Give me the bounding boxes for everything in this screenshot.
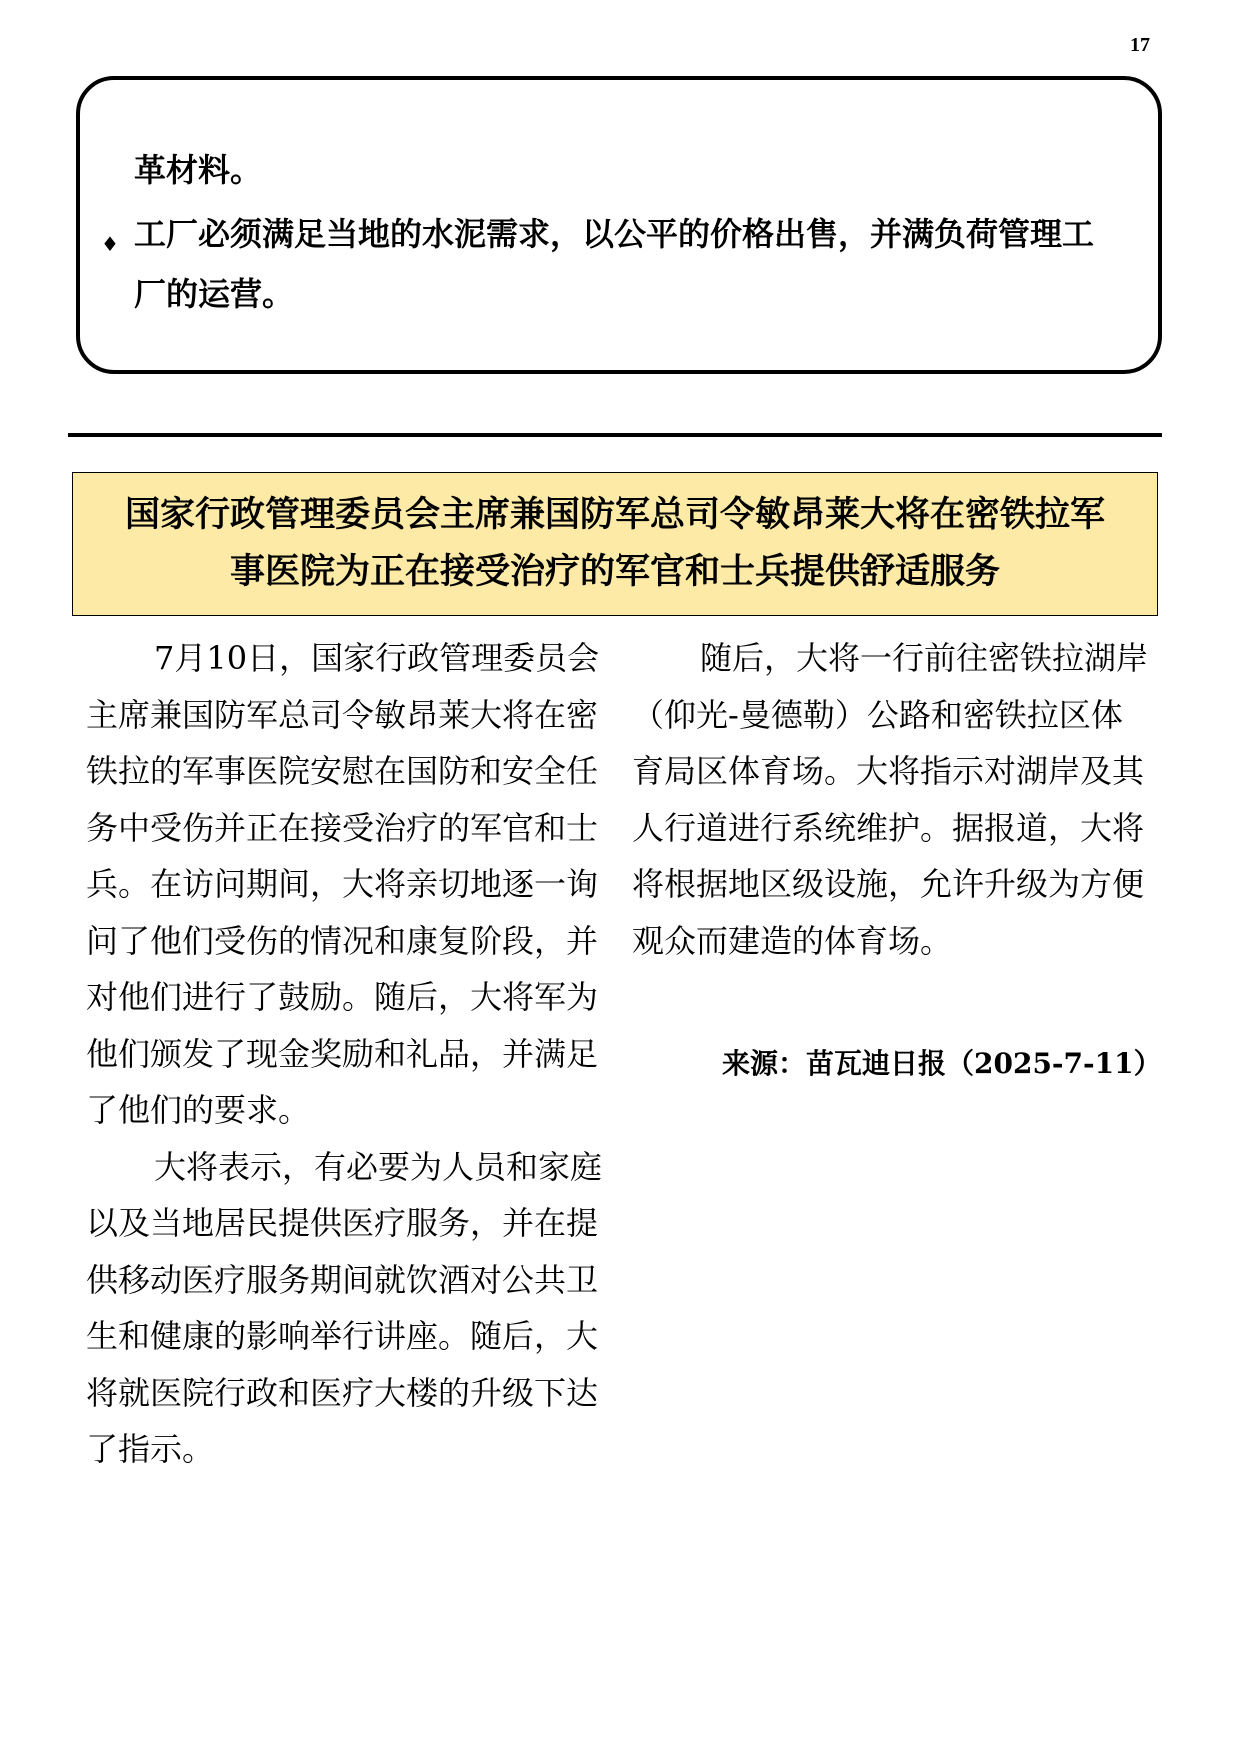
article-left-column bbox=[86, 630, 606, 1478]
article-paragraph: 7月10日，国家行政管理委员会主席兼国防军总司令敏昂莱大将在密铁拉的军事医院安慰在国防和安全任务中受伤并正在接受治疗的军官和士兵。在访问期间，大将亲切地逐一询问了他们受伤的情况和康复阶段，并对他们进行了鼓励。随后，大将军为他们颁发了现金奖励和礼品，并满足了他们的要求。 bbox=[86, 639, 600, 1129]
headline-box bbox=[72, 472, 1158, 616]
notice-bullet-line-continued: 厂的运营。 bbox=[134, 275, 295, 313]
article-source: 来源：苗瓦迪日报（2025-7-11） bbox=[722, 1047, 1162, 1080]
page-number: 17 bbox=[1130, 34, 1150, 56]
notice-line: 革材料。 bbox=[134, 151, 263, 189]
notice-bullet-line: 工厂必须满足当地的水泥需求，以公平的价格出售，并满负荷管理工 bbox=[134, 215, 1095, 253]
diamond-bullet-icon: ♦ bbox=[101, 232, 119, 256]
notice-box bbox=[76, 76, 1162, 374]
article-paragraph: 大将表示，有必要为人员和家庭以及当地居民提供医疗服务，并在提供移动医疗服务期间就饮酒对公共卫生和健康的影响举行讲座。随后，大将就医院行政和医疗大楼的升级下达了指示。 bbox=[86, 1147, 603, 1468]
article-right-column bbox=[632, 630, 1152, 969]
article-paragraph: 随后，大将一行前往密铁拉湖岸（仰光-曼德勒）公路和密铁拉区体育局区体育场。大将指示对湖岸及其人行道进行系统维护。据报道，大将将根据地区级设施，允许升级为方便观众而建造的体育场。 bbox=[632, 639, 1149, 960]
headline-line-2: 事医院为正在接受治疗的军官和士兵提供舒适服务 bbox=[229, 551, 1000, 592]
headline-line-1: 国家行政管理委员会主席兼国防军总司令敏昂莱大将在密铁拉军 bbox=[124, 494, 1105, 535]
section-divider bbox=[68, 433, 1162, 437]
